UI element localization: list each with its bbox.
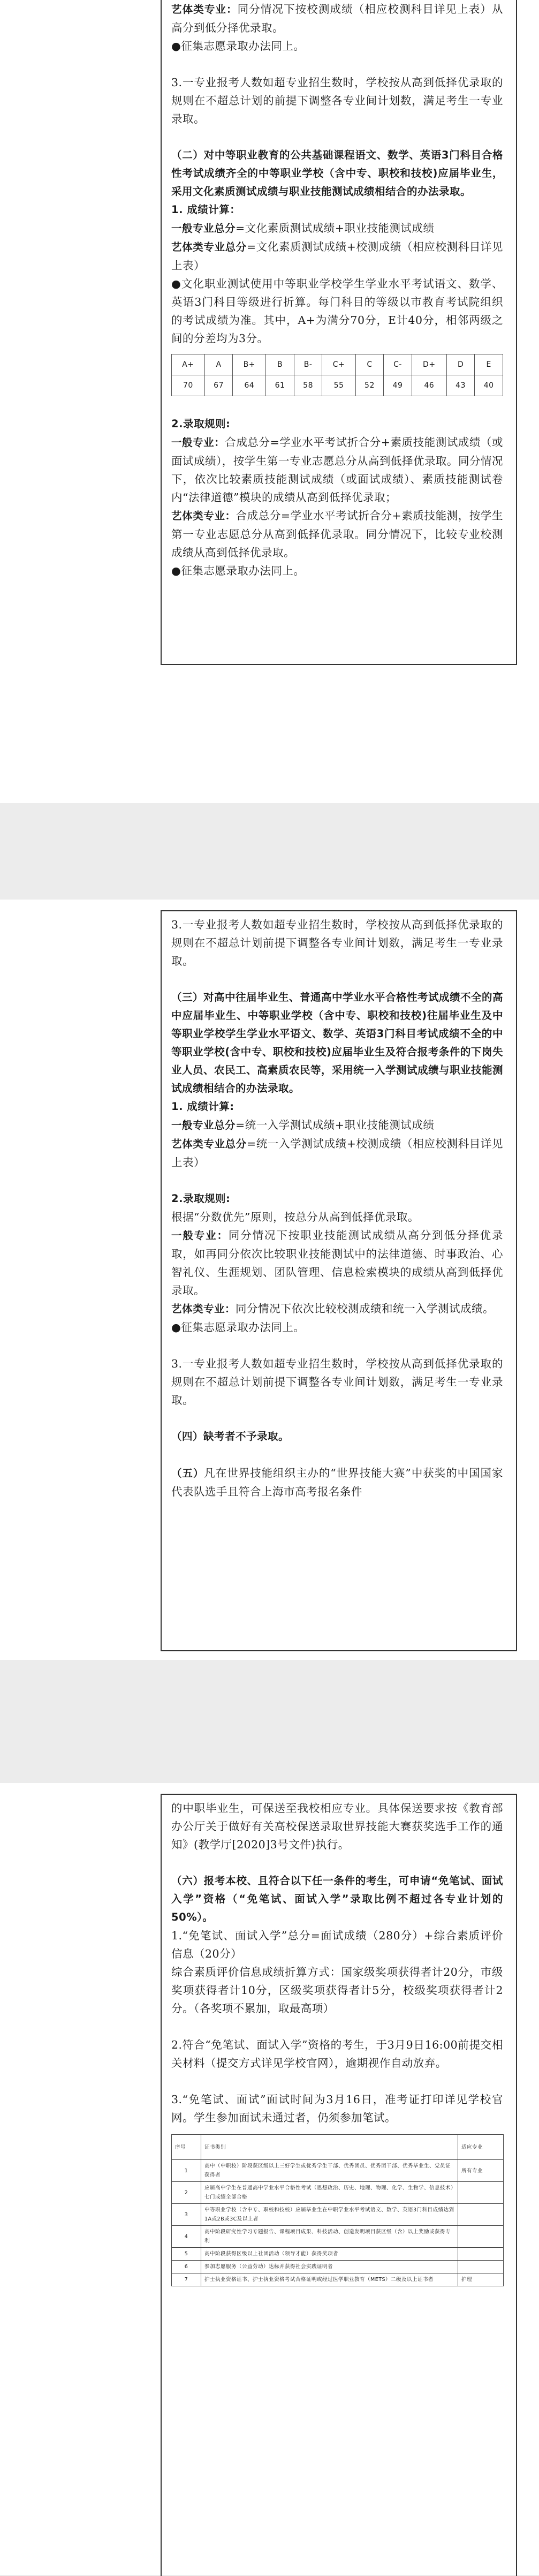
grade-cell: B- <box>294 354 322 375</box>
row-majors <box>458 2248 504 2261</box>
general-total-line <box>171 1116 503 1135</box>
art-total-text: =文化素质测试成绩+校测成绩（相应校测科目详见上表） <box>171 240 503 272</box>
item-3: 3.“免笔试、面试”面试时间为3月16日，准考证打印详见学校官网。学生参加面试未通过者，仍须参加笔试。 <box>171 2093 503 2124</box>
admit-general-text: 同分情况下按职业技能测试成绩从高分到低分择优录取，如再同分依次比较职业技能测试中的法律道德、时事政治、心智礼仪、生涯规划、团队管理、信息检索模块的成绩从高到低择优录取。 <box>171 1229 503 1297</box>
row-majors <box>458 2226 504 2248</box>
row-no: 3 <box>172 2204 201 2226</box>
score-cell: 40 <box>475 375 503 396</box>
general-total-line <box>171 219 503 238</box>
score-cell: 70 <box>172 375 205 396</box>
art-total-label: 艺体类专业总分 <box>171 1138 247 1150</box>
table-row <box>172 2248 504 2261</box>
row-majors <box>458 2182 504 2204</box>
score-cell: 55 <box>322 375 355 396</box>
section-5-body: 凡在世界技能组织主办的“世界技能大赛”中获奖的中国国家代表队选手且符合上海市高考报名条件 <box>171 1467 503 1498</box>
admit-general-label: 一般专业： <box>171 1229 229 1242</box>
priority-bullet: ●征集志愿录取办法同上。 <box>171 40 305 52</box>
item-1: 1.“免笔试、面试入学”总分=面试成绩（280分）+综合素质评价信息（20分） <box>171 1929 503 1960</box>
grade-cell: D <box>446 354 475 375</box>
admit-art-line <box>171 1300 503 1318</box>
rule-3-top-text: 3.一专业报考人数如超专业招生数时，学校按从高到低择优录取的规则在不超总计划前提下调整各专业间计划数，满足考生一专业录取。 <box>171 918 503 968</box>
admit-general-line <box>171 433 503 507</box>
table-row <box>172 2182 504 2204</box>
row-majors <box>458 2261 504 2273</box>
score-cell: 58 <box>294 375 322 396</box>
art-total-label: 艺体类专业总分 <box>171 241 247 253</box>
art-total-text: =统一入学测试成绩+校测成绩（相应校测科目详见上表） <box>171 1137 503 1169</box>
section-2-title: （二）对中等职业教育的公共基础课程语文、数学、英语3门科目合格性考试成绩齐全的中等职业学校（含中专、职校和技校)应届毕业生，采用文化素质测试成绩与职业技能测试成绩相结合的办法录取。 <box>171 149 503 198</box>
admit-rules-title: 2.录取规则: <box>171 418 231 430</box>
row-no: 7 <box>172 2273 201 2286</box>
row-category: 高中阶段获得区级以上社团活动（领导才能）获得奖项者 <box>201 2248 458 2261</box>
table-row <box>172 2273 504 2286</box>
general-total-label: 一般专业总分 <box>171 1119 236 1131</box>
section-6-title: （六）报考本校、且符合以下任一条件的考生，可申请“免笔试、面试入学”资格（“免笔试、面试入学”录取比例不超过各专业计划的50%）。 <box>171 1875 503 1923</box>
grade-score-table <box>171 354 503 396</box>
culture-note: ●文化职业测试使用中等职业学校学生学业水平考试语文、数学、英语3门科目等级进行折算。每门科目的等级以市教育考试院组织的考试成绩为准。其中，A+为满分70分，E计40分，相邻两级之间的分差均为3分。 <box>171 277 503 345</box>
row-no: 4 <box>172 2226 201 2248</box>
grade-cell: B+ <box>233 354 266 375</box>
certificate-table <box>171 2134 504 2286</box>
score-cell: 49 <box>384 375 412 396</box>
row-no: 5 <box>172 2248 201 2261</box>
art-rule-line <box>171 0 503 37</box>
document-page-3 <box>0 1783 539 2575</box>
header-no: 序号 <box>172 2135 201 2160</box>
row-no: 1 <box>172 2160 201 2182</box>
table-row <box>172 2204 504 2226</box>
admit-intro: 根据“分数优先”原则，按总分从高到低择优录取。 <box>171 1211 419 1223</box>
grade-cell: C+ <box>322 354 355 375</box>
rule-3-text: 3.一专业报考人数如超专业招生数时，学校按从高到低择优录取的规则在不超总计划的前提下调整各专业间计划数，满足考生一专业录取。 <box>171 76 503 125</box>
row-category: 高中（中职校）阶段获区级以上三好学生或优秀学生干部、优秀团员、优秀团干部、优秀毕业生、党员证获得者 <box>201 2160 458 2182</box>
score-row <box>172 375 503 396</box>
item-1-detail: 综合素质评价信息成绩折算方式：国家级奖项获得者计20分，市级奖项获得者计10分，区级奖项获得者计5分，校级奖项获得者计2分。（各奖项不累加，取最高项） <box>171 1966 503 2015</box>
page-1-content <box>171 0 503 580</box>
row-category: 参加志愿服务（公益劳动）达标并获得社会实践证明者 <box>201 2261 458 2273</box>
rule-3-bottom-text: 3.一专业报考人数如超专业招生数时，学校按从高到低择优录取的规则在不超总计划前提下调整各专业间计划数，满足考生一专业录取。 <box>171 1357 503 1407</box>
score-cell: 43 <box>446 375 475 396</box>
row-no: 2 <box>172 2182 201 2204</box>
admit-bullet: ●征集志愿录取办法同上。 <box>171 564 305 577</box>
score-cell: 61 <box>266 375 294 396</box>
table-row <box>172 2261 504 2273</box>
general-total-text: =文化素质测试成绩+职业技能测试成绩 <box>236 222 435 235</box>
grade-cell: E <box>475 354 503 375</box>
page-3-content <box>171 1799 503 2286</box>
art-rule-label: 艺体类专业： <box>171 3 238 16</box>
admit-rules-title: 2.录取规则: <box>171 1192 231 1205</box>
section-5-continued: 的中职毕业生，可保送至我校相应专业。具体保送要求按《教育部办公厅关于做好有关高校保送录取世界技能大赛获奖选手工作的通知》(教学厅[2020]3号文件)执行。 <box>171 1802 503 1851</box>
document-page-2 <box>0 900 539 1660</box>
admit-art-text: 同分情况下依次比较校测成绩和统一入学测试成绩。 <box>236 1302 495 1315</box>
section-5-text <box>171 1464 503 1501</box>
admit-general-line <box>171 1226 503 1300</box>
general-total-text: =统一入学测试成绩+职业技能测试成绩 <box>236 1119 435 1131</box>
grade-cell: C- <box>384 354 412 375</box>
admit-art-line <box>171 507 503 562</box>
header-majors: 适应专业 <box>458 2135 504 2160</box>
admit-art-label: 艺体类专业： <box>171 1303 236 1315</box>
score-cell: 46 <box>412 375 446 396</box>
calc-title: 1. 成绩计算: <box>171 1100 234 1113</box>
header-category: 证书类别 <box>201 2135 458 2160</box>
document-page-1 <box>0 0 539 803</box>
row-no: 6 <box>172 2261 201 2273</box>
certificate-table-header <box>172 2135 504 2160</box>
section-5-label: （五） <box>171 1467 204 1479</box>
grade-cell: C <box>355 354 384 375</box>
grade-cell: B <box>266 354 294 375</box>
grade-cell: A <box>204 354 233 375</box>
score-cell: 67 <box>204 375 233 396</box>
row-majors <box>458 2204 504 2226</box>
row-category: 护士执业资格证书、护士执业资格考试合格证明或经过医学职业教育（METS）二级及以上证书者 <box>201 2273 458 2286</box>
score-cell: 64 <box>233 375 266 396</box>
admit-general-label: 一般专业： <box>171 436 225 449</box>
admit-general-text: 合成总分=学业水平考试折合分+素质技能测试成绩（或面试成绩），按学生第一专业志愿总分从高到低择优录取。同分情况下，依次比较素质技能测试成绩（或面试成绩）、素质技能测试卷内“法律道德”模块的成绩从高到低择优录取； <box>171 436 503 504</box>
section-4-title: （四）缺考者不予录取。 <box>171 1430 290 1442</box>
art-total-line <box>171 1135 503 1172</box>
row-category: 高中阶段研究性学习专题报告、课程项目成果、科技活动、创造发明项目获区级（含）以上奖励或获得专利 <box>201 2226 458 2248</box>
art-rule-text: 同分情况下按校测成绩（相应校测科目详见上表）从高分到低分择优录取。 <box>171 3 503 34</box>
row-category: 应届高中学生在普通高中学业水平合格性考试（思想政治、历史、地理、物理、化学、生物学、信息技术）七门成绩全部合格 <box>201 2182 458 2204</box>
general-total-label: 一般专业总分 <box>171 222 236 235</box>
page-2-content <box>171 916 503 1501</box>
admit-art-label: 艺体类专业： <box>171 510 236 522</box>
grade-cell: A+ <box>172 354 205 375</box>
table-row <box>172 2160 504 2182</box>
admit-bullet: ●征集志愿录取办法同上。 <box>171 1321 305 1334</box>
row-majors: 所有专业 <box>458 2160 504 2182</box>
section-3-title: （三）对高中往届毕业生、普通高中学业水平合格性考试成绩不全的高中应届毕业生、中等职业学校（含中专、职校和技校)往届毕业生及中等职业学校学生学业水平语文、数学、英语3门科目考试成绩不全的中等职业学校(含中专、职校和技校)应届毕业生及符合报考条件的下岗失业人员、农民工、高素质农民等，采用统一入学测试成绩与职业技能测试成绩相结合的办法录取。 <box>171 991 504 1094</box>
calc-title: 1. 成绩计算： <box>171 203 241 216</box>
row-category: 中等职业学校（含中专、职校和技校）应届毕业生在中职学业水平考试语文、数学、英语3门科目成绩达到1A或2B或3C及以上者 <box>201 2204 458 2226</box>
grade-cell: D+ <box>412 354 446 375</box>
score-cell: 52 <box>355 375 384 396</box>
grade-row <box>172 354 503 375</box>
table-row <box>172 2226 504 2248</box>
row-majors: 护理 <box>458 2273 504 2286</box>
item-2: 2.符合“免笔试、面试入学”资格的考生，于3月9日16:00前提交相关材料（提交方式详见学校官网），逾期视作自动放弃。 <box>171 2038 503 2069</box>
art-total-line <box>171 238 503 275</box>
admit-art-text: 合成总分=学业水平考试折合分+素质技能测，按学生第一专业志愿总分从高到低择优录取。同分情况下，比较专业校测成绩从高到低择优录取。 <box>171 509 503 559</box>
